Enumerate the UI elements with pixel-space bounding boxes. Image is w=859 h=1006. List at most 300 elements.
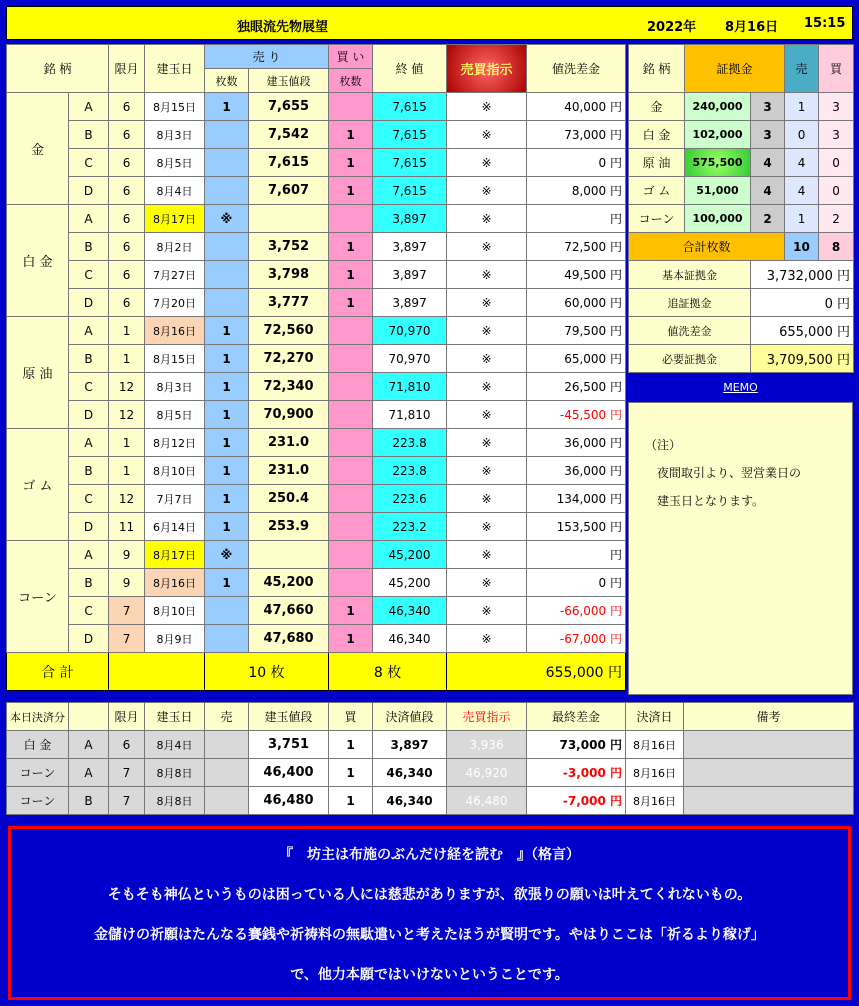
position-row [7,457,626,485]
trade-signal: ※ [447,401,527,429]
position-row [7,261,626,289]
position-row [7,121,626,149]
close-price: 223.8 [373,457,447,485]
open-price: 7,607 [249,177,329,205]
settle-header-sdate: 決済日 [626,703,684,731]
trade-signal: ※ [447,373,527,401]
settle-month: 6 [109,731,145,759]
mark-to-market: 0 円 [527,149,626,177]
margin-value: 102,000 [685,121,751,149]
open-price: 231.0 [249,457,329,485]
contract-month: 6 [109,233,145,261]
open-price: 47,680 [249,625,329,653]
col-header-buy-count: 枚数 [329,69,373,93]
sell-count: 1 [205,429,249,457]
commodity-name: 原 油 [7,317,69,429]
settle-series: B [69,787,109,815]
sell-count: 1 [205,317,249,345]
position-row [7,569,626,597]
trade-signal: ※ [447,233,527,261]
contract-month: 6 [109,93,145,121]
trade-signal: ※ [447,149,527,177]
settle-open-price: 46,480 [249,787,329,815]
close-price: 7,615 [373,177,447,205]
close-price: 7,615 [373,93,447,121]
series-label: C [69,261,109,289]
trade-signal: ※ [447,205,527,233]
contract-month: 12 [109,485,145,513]
position-row [7,513,626,541]
open-date: 8月16日 [145,317,205,345]
memo-line: 建玉日となります。 [645,494,765,508]
position-row [7,625,626,653]
settlement-row [7,787,854,815]
contract-month: 9 [109,541,145,569]
settle-header-sell: 売 [205,703,249,731]
margin-row [629,93,854,121]
margin-commodity: 原 油 [629,149,685,177]
settle-price: 46,340 [373,787,447,815]
total-label: 合 計 [7,653,109,691]
position-row [7,345,626,373]
close-price: 46,340 [373,625,447,653]
sell-count: 1 [205,345,249,373]
close-price: 223.8 [373,429,447,457]
open-price: 72,340 [249,373,329,401]
buy-count [329,513,373,541]
contract-month: 9 [109,569,145,597]
margin-value: 240,000 [685,93,751,121]
sell-count [205,625,249,653]
mark-to-market: 40,000 円 [527,93,626,121]
margin-table [628,44,854,373]
side-header-sell: 売 [785,45,819,93]
commodity-name: 白 金 [7,205,69,317]
close-price: 7,615 [373,121,447,149]
position-row [7,597,626,625]
series-label: A [69,429,109,457]
open-price: 47,660 [249,597,329,625]
trade-signal: ※ [447,289,527,317]
summary-value: 3,709,500 円 [751,345,854,373]
mark-to-market: 36,000 円 [527,457,626,485]
settle-header-signal: 売買指示 [447,703,527,731]
series-label: C [69,597,109,625]
settle-final: 73,000 円 [527,731,626,759]
settle-signal: 46,480 [447,787,527,815]
open-date: 8月16日 [145,569,205,597]
open-date: 8月9日 [145,625,205,653]
commodity-name: ゴ ム [7,429,69,541]
settle-buy: 1 [329,787,373,815]
trade-signal: ※ [447,93,527,121]
margin-row [629,121,854,149]
settle-signal: 46,920 [447,759,527,787]
settle-open-date: 8月8日 [145,759,205,787]
trade-signal: ※ [447,485,527,513]
settle-month: 7 [109,787,145,815]
position-row [7,177,626,205]
settle-open-date: 8月4日 [145,731,205,759]
settle-commodity: 白 金 [7,731,69,759]
settle-final: -3,000 円 [527,759,626,787]
open-date: 8月5日 [145,401,205,429]
open-date: 8月12日 [145,429,205,457]
series-label: B [69,345,109,373]
mark-to-market: -66,000 円 [527,597,626,625]
open-date: 8月10日 [145,457,205,485]
series-label: A [69,93,109,121]
position-row [7,317,626,345]
summary-label: 追証拠金 [629,289,751,317]
margin-sell: 0 [785,121,819,149]
open-price: 3,798 [249,261,329,289]
contract-month: 6 [109,289,145,317]
open-price: 253.9 [249,513,329,541]
memo-link[interactable]: MEMO [628,377,853,399]
open-date: 8月17日 [145,541,205,569]
settle-sell [205,731,249,759]
close-price: 223.2 [373,513,447,541]
contract-month: 12 [109,401,145,429]
buy-count: 1 [329,261,373,289]
close-price: 3,897 [373,205,447,233]
settle-header-final: 最終差金 [527,703,626,731]
mark-to-market: 72,500 円 [527,233,626,261]
close-price: 7,615 [373,149,447,177]
settle-commodity: コーン [7,787,69,815]
proverb-title: 『 坊主は布施のぶんだけ経を読む 』（格言） [279,847,580,863]
total-row [7,653,626,691]
position-row [7,289,626,317]
settle-signal: 3,936 [447,731,527,759]
settle-price: 46,340 [373,759,447,787]
series-label: B [69,569,109,597]
trade-signal: ※ [447,177,527,205]
col-header-month: 限月 [109,45,145,93]
summary-row [629,261,854,289]
trade-signal: ※ [447,121,527,149]
margin-commodity: 金 [629,93,685,121]
header-time: 15:15 [804,16,846,31]
sell-count: 1 [205,373,249,401]
summary-label: 必要証拠金 [629,345,751,373]
open-price: 231.0 [249,429,329,457]
summary-value: 0 円 [751,289,854,317]
mark-to-market: -67,000 円 [527,625,626,653]
open-date: 8月5日 [145,149,205,177]
header-year: 2022年 [647,20,697,35]
buy-count: 1 [329,289,373,317]
series-label: D [69,177,109,205]
side-header-buy: 買 [819,45,854,93]
memo-box [628,402,853,695]
open-date: 7月7日 [145,485,205,513]
settle-open-price: 46,400 [249,759,329,787]
mark-to-market: 36,000 円 [527,429,626,457]
series-label: D [69,289,109,317]
close-price: 3,897 [373,261,447,289]
mark-to-market: -45,500 円 [527,401,626,429]
series-label: B [69,233,109,261]
settle-header-date: 建玉日 [145,703,205,731]
open-price: 7,615 [249,149,329,177]
margin-count: 4 [751,177,785,205]
contract-month: 12 [109,373,145,401]
position-row [7,373,626,401]
proverb-box [8,826,851,1000]
position-row [7,205,626,233]
buy-count: 1 [329,625,373,653]
contract-month: 6 [109,177,145,205]
settle-final: -7,000 円 [527,787,626,815]
col-header-close: 終 値 [373,45,447,93]
close-price: 71,810 [373,401,447,429]
close-price: 3,897 [373,289,447,317]
settle-header-month: 限月 [109,703,145,731]
close-price: 223.6 [373,485,447,513]
buy-count [329,429,373,457]
sell-count: ※ [205,205,249,233]
summary-label: 値洗差金 [629,317,751,345]
mark-to-market: 26,500 円 [527,373,626,401]
sell-count [205,261,249,289]
commodity-name: 金 [7,93,69,205]
header-date: 8月16日 [725,20,779,35]
margin-value: 51,000 [685,177,751,205]
contract-month: 1 [109,457,145,485]
trade-signal: ※ [447,541,527,569]
close-price: 45,200 [373,541,447,569]
settlement-table [6,702,854,815]
margin-count: 3 [751,121,785,149]
col-header-sell: 売 り [205,45,329,69]
sell-count [205,121,249,149]
margin-value: 575,500 [685,149,751,177]
summary-row [629,317,854,345]
count-sell: 10 [785,233,819,261]
memo-line: 夜間取引より、翌営業日の [645,466,802,480]
contract-month: 7 [109,597,145,625]
col-header-signal: 売買指示 [447,45,527,93]
margin-row [629,177,854,205]
commodity-name: コーン [7,541,69,653]
sell-count: 1 [205,457,249,485]
settle-header-buy: 買 [329,703,373,731]
buy-count: 1 [329,177,373,205]
series-label: C [69,149,109,177]
mark-to-market: 79,500 円 [527,317,626,345]
close-price: 70,970 [373,317,447,345]
sell-count: 1 [205,569,249,597]
margin-sell: 4 [785,149,819,177]
position-row [7,149,626,177]
mark-to-market: 60,000 円 [527,289,626,317]
mark-to-market: 8,000 円 [527,177,626,205]
mark-to-market: 円 [527,541,626,569]
trade-signal: ※ [447,457,527,485]
settle-sell [205,759,249,787]
trade-signal: ※ [447,597,527,625]
position-row [7,541,626,569]
margin-sell: 4 [785,177,819,205]
settle-date: 8月16日 [626,787,684,815]
open-price: 7,655 [249,93,329,121]
open-price: 3,752 [249,233,329,261]
summary-value: 3,732,000 円 [751,261,854,289]
series-label: C [69,485,109,513]
close-price: 46,340 [373,597,447,625]
margin-sell: 1 [785,205,819,233]
settle-series: A [69,759,109,787]
buy-count [329,205,373,233]
sell-count [205,149,249,177]
buy-count [329,345,373,373]
contract-month: 1 [109,317,145,345]
col-header-name: 銘 柄 [7,45,109,93]
series-label: B [69,121,109,149]
contract-month: 1 [109,429,145,457]
sell-count: 1 [205,401,249,429]
open-date: 8月3日 [145,373,205,401]
position-row [7,429,626,457]
contract-month: 6 [109,149,145,177]
sell-count: 1 [205,513,249,541]
sell-count: 1 [205,485,249,513]
buy-count [329,541,373,569]
mark-to-market: 134,000 円 [527,485,626,513]
series-label: D [69,625,109,653]
open-price: 72,560 [249,317,329,345]
total-amount: 655,000 円 [447,653,626,691]
trade-signal: ※ [447,429,527,457]
buy-count [329,457,373,485]
trade-signal: ※ [447,261,527,289]
open-price: 72,270 [249,345,329,373]
trade-signal: ※ [447,625,527,653]
buy-count: 1 [329,149,373,177]
series-label: A [69,541,109,569]
contract-month: 6 [109,121,145,149]
summary-label: 基本証拠金 [629,261,751,289]
settle-header-note: 備考 [684,703,854,731]
mark-to-market: 0 円 [527,569,626,597]
close-price: 3,897 [373,233,447,261]
sell-count [205,597,249,625]
contract-month: 1 [109,345,145,373]
open-price [249,205,329,233]
sell-count [205,289,249,317]
margin-row [629,149,854,177]
open-price [249,541,329,569]
open-price: 70,900 [249,401,329,429]
open-date: 6月14日 [145,513,205,541]
open-price: 45,200 [249,569,329,597]
settle-note [684,731,854,759]
side-header-margin: 証拠金 [685,45,785,93]
open-date: 8月3日 [145,121,205,149]
series-label: D [69,513,109,541]
mark-to-market: 円 [527,205,626,233]
close-price: 71,810 [373,373,447,401]
settle-date: 8月16日 [626,759,684,787]
margin-buy: 3 [819,93,854,121]
mark-to-market: 49,500 円 [527,261,626,289]
margin-count: 2 [751,205,785,233]
count-buy: 8 [819,233,854,261]
total-buy: 8 枚 [329,653,447,691]
trade-signal: ※ [447,569,527,597]
buy-count [329,569,373,597]
position-row [7,93,626,121]
open-date: 8月17日 [145,205,205,233]
margin-commodity: ゴ ム [629,177,685,205]
contract-month: 11 [109,513,145,541]
margin-buy: 0 [819,149,854,177]
settlement-row [7,759,854,787]
contract-month: 7 [109,625,145,653]
buy-count: 1 [329,121,373,149]
open-date: 7月20日 [145,289,205,317]
settle-commodity: コーン [7,759,69,787]
margin-buy: 0 [819,177,854,205]
open-date: 8月15日 [145,345,205,373]
margin-count: 3 [751,93,785,121]
margin-value: 100,000 [685,205,751,233]
buy-count [329,93,373,121]
settle-month: 7 [109,759,145,787]
positions-table [6,44,626,691]
mark-to-market: 65,000 円 [527,345,626,373]
settle-date: 8月16日 [626,731,684,759]
series-label: A [69,317,109,345]
settle-header-price: 建玉値段 [249,703,329,731]
series-label: D [69,401,109,429]
trade-signal: ※ [447,345,527,373]
margin-commodity: コーン [629,205,685,233]
summary-row [629,289,854,317]
proverb-line: そもそも神仏というものは困っている人には慈悲がありますが、欲張りの願いは叶えてくれないもの。 [107,887,752,903]
series-label: C [69,373,109,401]
settle-note [684,787,854,815]
buy-count [329,373,373,401]
col-header-buy: 買 い [329,45,373,69]
mark-to-market: 153,500 円 [527,513,626,541]
margin-buy: 3 [819,121,854,149]
close-price: 70,970 [373,345,447,373]
count-label: 合計枚数 [629,233,785,261]
total-sell: 10 枚 [205,653,329,691]
buy-count [329,317,373,345]
buy-count [329,485,373,513]
memo-line: （注） [645,438,682,452]
mark-to-market: 73,000 円 [527,121,626,149]
open-price: 250.4 [249,485,329,513]
col-header-price: 建玉値段 [249,69,329,93]
settle-price: 3,897 [373,731,447,759]
settle-header-name: 本日決済分 [7,703,69,731]
trade-signal: ※ [447,513,527,541]
settle-open-price: 3,751 [249,731,329,759]
settle-series: A [69,731,109,759]
open-date: 8月10日 [145,597,205,625]
series-label: B [69,457,109,485]
proverb-line: で、他力本願ではいけないということです。 [290,967,569,983]
margin-sell: 1 [785,93,819,121]
settle-buy: 1 [329,731,373,759]
sell-count [205,177,249,205]
position-row [7,233,626,261]
